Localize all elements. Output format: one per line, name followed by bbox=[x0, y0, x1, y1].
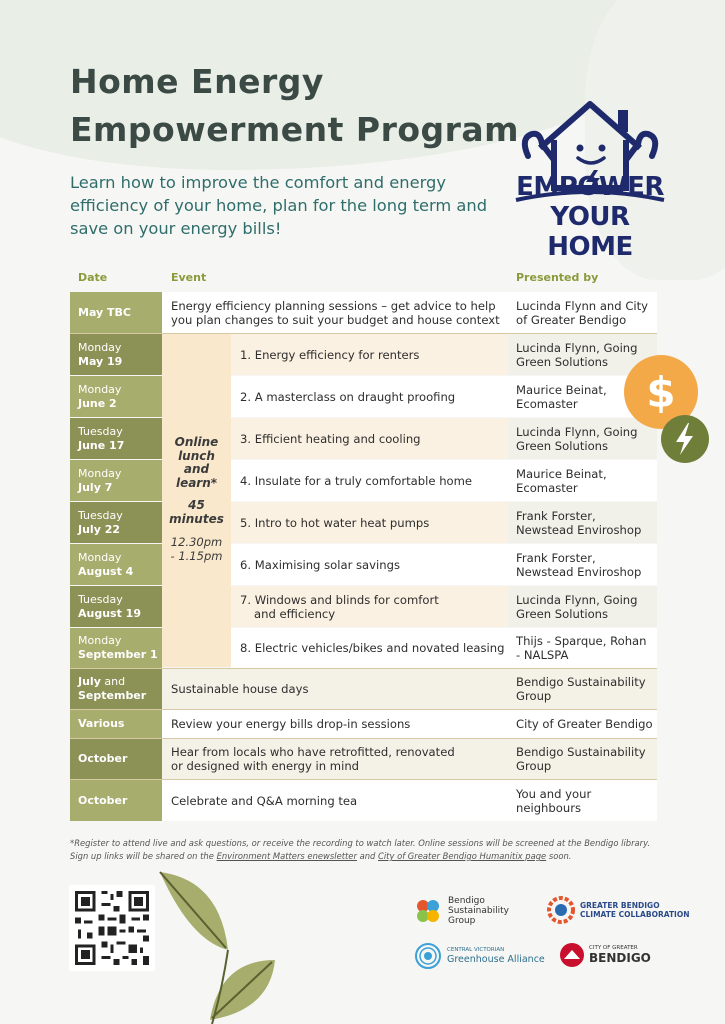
cogb-emblem-icon bbox=[559, 942, 585, 968]
event-line-2: and efficiency bbox=[254, 606, 336, 621]
row-divider bbox=[70, 668, 657, 669]
date-cell bbox=[70, 376, 162, 417]
date-cell bbox=[70, 710, 162, 738]
date-text: October bbox=[78, 752, 128, 765]
presenter-cell: You and your neighbours bbox=[508, 780, 657, 821]
date-text: June 17 bbox=[78, 438, 125, 452]
presenter-cell: Thijs - Sparque, Rohan - NALSPA bbox=[508, 628, 657, 668]
event-cell: 5. Intro to hot water heat pumps bbox=[231, 502, 508, 543]
gbcc-line-2: CLIMATE COLLABORATION bbox=[580, 910, 690, 919]
event-cell bbox=[162, 739, 508, 779]
date-text: August 19 bbox=[78, 606, 141, 620]
date-cell bbox=[70, 544, 162, 585]
table-row bbox=[70, 502, 657, 543]
table-row bbox=[70, 780, 657, 821]
gbcc-sun-icon bbox=[547, 896, 575, 924]
row-divider bbox=[70, 333, 657, 334]
empower-logo-text bbox=[510, 172, 670, 262]
table-row bbox=[70, 669, 657, 709]
presenter-cell: Frank Forster, Newstead Enviroshop bbox=[508, 544, 657, 585]
presenter-cell: Lucinda Flynn, Going Green Solutions bbox=[508, 586, 657, 627]
cogb-line-2: BENDIGO bbox=[589, 951, 651, 965]
date-cell bbox=[70, 628, 162, 668]
table-row bbox=[70, 334, 657, 375]
time-start: 12.30pm bbox=[170, 535, 223, 549]
cvga-line-2: Greenhouse Alliance bbox=[447, 954, 545, 965]
day-text: Monday bbox=[78, 550, 122, 564]
presenter-cell: Bendigo Sustainability Group bbox=[508, 669, 657, 709]
time-end: - 1.15pm bbox=[170, 548, 223, 563]
svg-text:$: $ bbox=[646, 368, 676, 417]
presenter-cell: Lucinda Flynn, Going Green Solutions bbox=[508, 418, 657, 459]
event-cell: Energy efficiency planning sessions – get advice to help you plan changes to suit your budget and house context bbox=[162, 292, 508, 333]
table-row bbox=[70, 460, 657, 501]
central-victorian-greenhouse-alliance-logo bbox=[414, 942, 545, 970]
header-date: Date bbox=[78, 271, 108, 284]
qr-code[interactable] bbox=[69, 885, 155, 971]
footnote-text-1: *Register to attend live and ask questions, or receive the recording to watch later. Online sessions will be screened at the Bendigo library. Sign up links will be shared on the bbox=[70, 838, 651, 861]
logo-line-2: YOUR HOME bbox=[547, 202, 633, 262]
title-line-2: Empowerment Program bbox=[70, 110, 520, 149]
day-text: Monday bbox=[78, 634, 122, 647]
day-text: Tuesday bbox=[78, 424, 123, 438]
event-cell: Review your energy bills drop-in sessions bbox=[162, 710, 508, 738]
presenter-cell: Maurice Beinat, Ecomaster bbox=[508, 460, 657, 501]
gbcc-line-1: GREATER BENDIGO bbox=[580, 901, 660, 910]
date-text: June 2 bbox=[78, 396, 117, 410]
event-cell: 4. Insulate for a truly comfortable home bbox=[231, 460, 508, 501]
date-text: May 19 bbox=[78, 354, 123, 368]
online-line-4: learn* bbox=[175, 475, 218, 490]
date-cell bbox=[70, 780, 162, 821]
page-title bbox=[70, 58, 519, 154]
event-line-1: Hear from locals who have retrofitted, renovated bbox=[171, 745, 455, 759]
event-cell: 3. Efficient heating and cooling bbox=[231, 418, 508, 459]
table-row bbox=[70, 586, 657, 627]
event-cell: 1. Energy efficiency for renters bbox=[231, 334, 508, 375]
footnote-text-3: soon. bbox=[546, 851, 572, 861]
duration-unit: minutes bbox=[169, 511, 224, 526]
online-line-1: Online bbox=[174, 435, 219, 449]
event-cell bbox=[231, 586, 508, 627]
date-cell bbox=[70, 502, 162, 543]
row-divider bbox=[70, 738, 657, 739]
presenter-cell: Lucinda Flynn and City of Greater Bendigo bbox=[508, 292, 657, 333]
date-text: July bbox=[78, 675, 101, 688]
date-cell bbox=[70, 586, 162, 627]
presenter-cell: City of Greater Bendigo bbox=[508, 710, 657, 738]
online-line-2: lunch bbox=[178, 448, 215, 463]
date-text: September 1 bbox=[78, 648, 158, 661]
event-cell: 2. A masterclass on draught proofing bbox=[231, 376, 508, 417]
bsg-line-3: Group bbox=[448, 916, 476, 926]
humanitix-link[interactable]: City of Greater Bendigo Humanitix page bbox=[378, 851, 547, 861]
lightning-bolt-icon bbox=[660, 414, 710, 464]
date-text: Various bbox=[78, 717, 125, 730]
date-cell bbox=[70, 669, 162, 709]
bsg-line-1: Bendigo bbox=[448, 896, 485, 906]
presenter-cell: Bendigo Sustainability Group bbox=[508, 739, 657, 779]
date-cell bbox=[70, 460, 162, 501]
row-divider bbox=[70, 709, 657, 710]
logo-line-1: EMPOWER bbox=[516, 172, 664, 202]
event-cell: Celebrate and Q&A morning tea bbox=[162, 780, 508, 821]
event-cell: 6. Maximising solar savings bbox=[231, 544, 508, 585]
header-event: Event bbox=[171, 271, 207, 284]
date-text-2: September bbox=[78, 689, 147, 702]
date-cell bbox=[70, 292, 162, 333]
day-text: Monday bbox=[78, 382, 122, 396]
date-text: August 4 bbox=[78, 564, 134, 578]
table-row bbox=[70, 739, 657, 779]
date-text: October bbox=[78, 793, 128, 807]
date-text: July 7 bbox=[78, 480, 113, 494]
city-of-greater-bendigo-logo bbox=[559, 942, 651, 968]
event-cell: Sustainable house days bbox=[162, 669, 508, 709]
header-presenter: Presented by bbox=[516, 271, 599, 284]
duration-number: 45 bbox=[188, 498, 205, 512]
bsg-line-2: Sustainability bbox=[448, 906, 509, 916]
footnote bbox=[70, 837, 660, 863]
table-row bbox=[70, 710, 657, 738]
page-subtitle: Learn how to improve the comfort and energy efficiency of your home, plan for the long term and save on your energy bills! bbox=[70, 173, 488, 238]
row-divider bbox=[70, 779, 657, 780]
date-cell bbox=[70, 418, 162, 459]
presenter-cell: Maurice Beinat, Ecomaster bbox=[508, 376, 657, 417]
date-text: May TBC bbox=[78, 305, 131, 319]
event-cell: 8. Electric vehicles/bikes and novated leasing bbox=[231, 628, 508, 668]
day-text: Tuesday bbox=[78, 508, 123, 522]
cvga-line-1: CENTRAL VICTORIAN bbox=[447, 947, 505, 953]
enewsletter-link[interactable]: Environment Matters enewsletter bbox=[216, 851, 357, 861]
day-text: Monday bbox=[78, 466, 122, 480]
cogb-line-1: CITY OF GREATER bbox=[589, 945, 638, 951]
date-cell bbox=[70, 739, 162, 779]
online-line-3: and bbox=[183, 462, 210, 476]
bendigo-sustainability-group-logo bbox=[414, 896, 509, 926]
day-text: Monday bbox=[78, 340, 122, 354]
table-row bbox=[70, 628, 657, 668]
presenter-cell: Lucinda Flynn, Going Green Solutions bbox=[508, 334, 657, 375]
date-cell bbox=[70, 334, 162, 375]
cvga-circle-icon bbox=[414, 942, 442, 970]
footnote-text-2: and bbox=[356, 851, 378, 861]
event-line-2: or designed with energy in mind bbox=[171, 759, 360, 773]
title-line-1: Home Energy bbox=[70, 62, 324, 101]
table-row bbox=[70, 418, 657, 459]
bsg-flower-icon bbox=[414, 897, 442, 925]
table-row bbox=[70, 292, 657, 333]
day-text: Tuesday bbox=[78, 592, 123, 606]
presenter-cell: Frank Forster, Newstead Enviroshop bbox=[508, 502, 657, 543]
leaves-illustration bbox=[150, 870, 280, 1024]
table-row bbox=[70, 544, 657, 585]
table-row bbox=[70, 376, 657, 417]
date-text: July 22 bbox=[78, 522, 121, 536]
event-line-1: 7. Windows and blinds for comfort bbox=[240, 592, 439, 607]
greater-bendigo-climate-collaboration-logo bbox=[547, 896, 690, 924]
date-conjunction: and bbox=[100, 675, 126, 688]
